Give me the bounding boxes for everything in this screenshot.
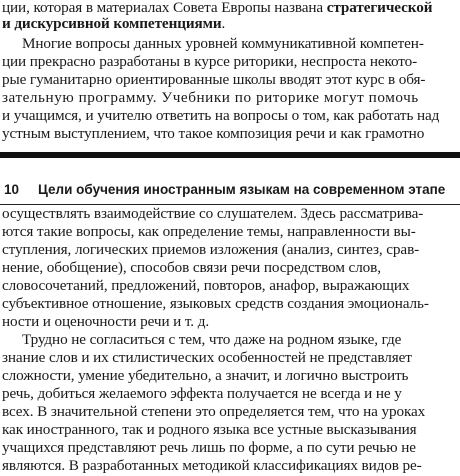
text-line: словосочетаний, предложений, повторов, анафор, выражающих [2,277,410,294]
text-line: ции, которая в материалах Совета Европы названа стратегической [2,0,433,16]
text-line: нение, обобщение), способов связи речи посредством слов, [2,259,381,276]
text-line: учащихся представляют речь лишь по форме, а по сути речью не [2,439,416,456]
page-number: 10 [4,182,20,197]
text-line: осуществлять взаимодействие со слушателем. Здесь рассматрива- [2,205,424,222]
text-line: речь, добиться желаемого эффекта получается не всегда и не у [2,385,402,402]
text-line: являются. В разработанных методикой классификациях видов ре- [2,457,422,474]
text-line: сложности, умение убедительно, а значит, и логично выстроить [2,367,409,384]
text-line: как иностранного, так и родного языка все устные высказывания [2,421,417,438]
text-line: ются такие вопросы, как определение темы, направленности вы- [2,223,416,240]
paragraph-start-line: Трудно не согласиться с тем, что даже на родном языке, где [22,331,402,348]
text-line: ступления, логических приемов изложения (анализ, синтез, срав- [2,241,420,258]
text-line: зательную программу. Учебники по риторике могут помочь [2,89,419,106]
text-line: и учащимся, и учителю ответить на вопросы о том, как работать над [2,107,440,124]
text-line: и дискурсивной компетенциями. [2,15,226,32]
page-break-divider [0,152,460,158]
running-header [4,181,460,199]
text-line: знание слов и их стилистических особенностей не представляет [2,349,412,366]
text-line: ности и оценочности речи и т. д. [2,313,210,330]
text-line: устным выступлением, что такое композиция речи и как грамотно [2,125,425,142]
paragraph-start-line: Многие вопросы данных уровней коммуникативной компетен- [22,35,424,52]
text-line: субъективное отношение, языковых средств создания эмоциональ- [2,295,429,312]
running-head-title: Цели обучения иностранным языкам на современном этапе [38,182,446,197]
text-line: всех. В значительной степени это определяется тем, что на уроках [2,403,426,420]
text-line: ции прекрасно разработаны в курсе риторики, неспроста некото- [2,53,418,70]
text-line: рые гуманитарно ориентированные школы вводят этот курс в обя- [2,71,426,88]
